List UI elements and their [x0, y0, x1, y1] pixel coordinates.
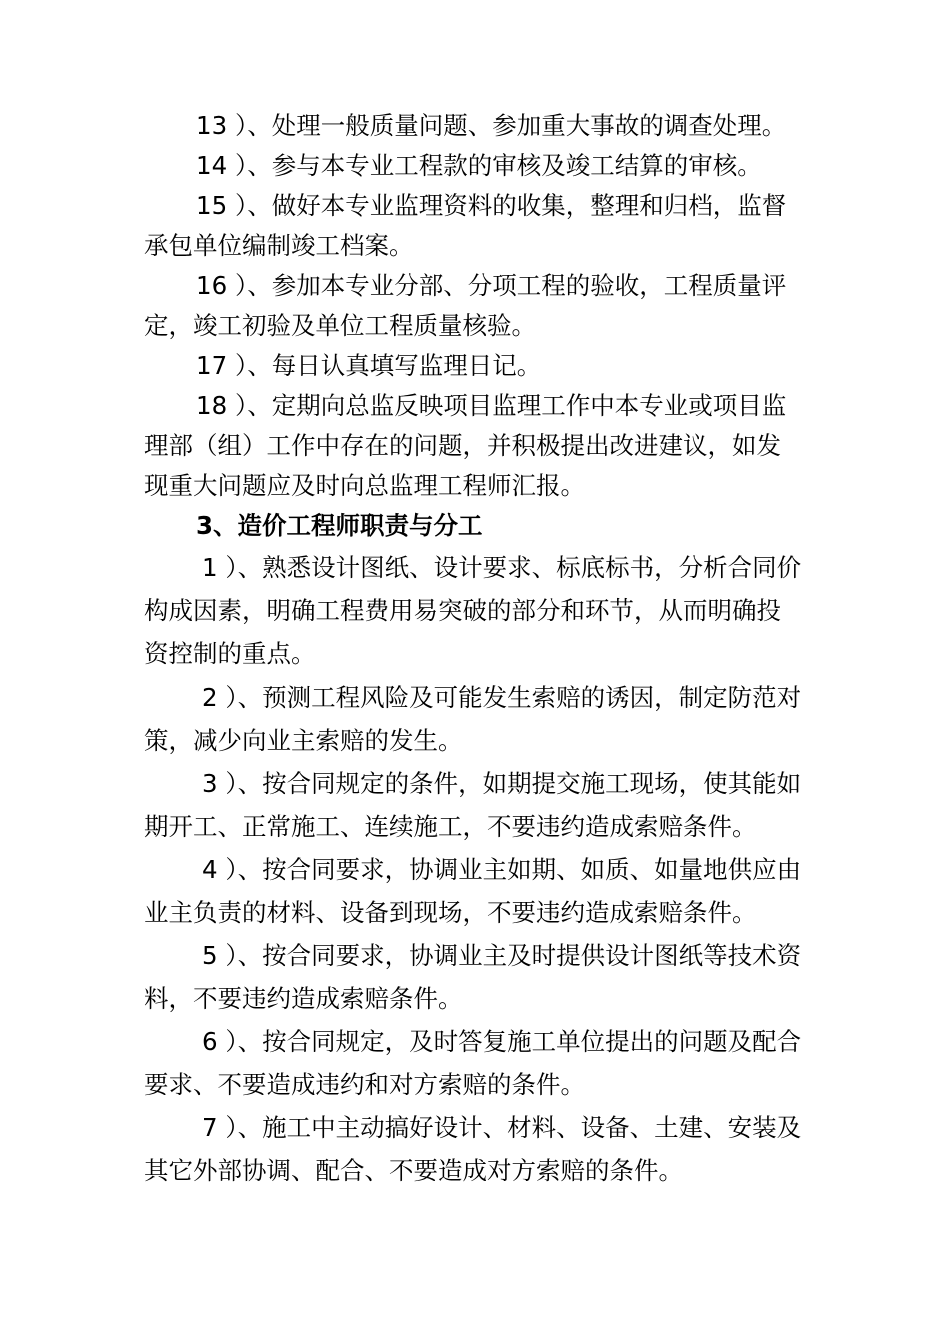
item-4 — [144, 848, 822, 934]
paragraph-line: 16 ）、参加本专业分部、分项工程的验收，工程质量评 — [196, 271, 787, 300]
paragraph-line: 4 ）、按合同要求，协调业主如期、如质、如量地供应由 — [202, 855, 802, 884]
paragraph-line: 理部（组）工作中存在的问题，并积极提出改进建议，如发 — [144, 431, 781, 460]
paragraph-line: 13 ）、处理一般质量问题、参加重大事故的调查处理。 — [196, 111, 787, 140]
paragraph-line: 6 ）、按合同规定，及时答复施工单位提出的问题及配合 — [202, 1027, 802, 1056]
paragraph-line: 17 ）、每日认真填写监理日记。 — [196, 351, 542, 380]
section-heading-text: 3、造价工程师职责与分工 — [196, 511, 483, 540]
paragraph-line: 18 ）、定期向总监反映项目监理工作中本专业或项目监 — [196, 391, 787, 420]
item-3 — [144, 762, 822, 848]
paragraph-line: 策，减少向业主索赔的发生。 — [144, 726, 463, 755]
item-17 — [144, 346, 822, 386]
item-5 — [144, 934, 822, 1020]
paragraph-line: 14 ）、参与本专业工程款的审核及竣工结算的审核。 — [196, 151, 762, 180]
paragraph-line: 3 ）、按合同规定的条件，如期提交施工现场，使其能如 — [202, 769, 802, 798]
paragraph-line: 15 ）、做好本专业监理资料的收集，整理和归档，监督 — [196, 191, 787, 220]
paragraph-line: 期开工、正常施工、连续施工，不要违约造成索赔条件。 — [144, 812, 757, 841]
paragraph-line: 其它外部协调、配合、不要造成对方索赔的条件。 — [144, 1156, 683, 1185]
item-13 — [144, 106, 822, 146]
paragraph-line: 定，竣工初验及单位工程质量核验。 — [144, 311, 536, 340]
item-18 — [144, 386, 822, 506]
item-15 — [144, 186, 822, 266]
paragraph-line: 7 ）、施工中主动搞好设计、材料、设备、土建、安装及 — [202, 1113, 802, 1142]
paragraph-line: 业主负责的材料、设备到现场，不要违约造成索赔条件。 — [144, 898, 757, 927]
item-7 — [144, 1106, 822, 1192]
paragraph-line: 1 ）、熟悉设计图纸、设计要求、标底标书，分析合同价 — [202, 553, 802, 582]
paragraph-line: 现重大问题应及时向总监理工程师汇报。 — [144, 471, 585, 500]
item-1 — [144, 546, 822, 675]
paragraph-line: 资控制的重点。 — [144, 639, 316, 668]
item-6 — [144, 1020, 822, 1106]
paragraph-line: 料，不要违约造成索赔条件。 — [144, 984, 463, 1013]
section-heading — [144, 506, 822, 546]
paragraph-line: 2 ）、预测工程风险及可能发生索赔的诱因，制定防范对 — [202, 683, 802, 712]
item-2 — [144, 676, 822, 762]
item-14 — [144, 146, 822, 186]
paragraph-line: 构成因素，明确工程费用易突破的部分和环节，从而明确投 — [144, 596, 781, 625]
paragraph-line: 承包单位编制竣工档案。 — [144, 231, 414, 260]
paragraph-line: 要求、不要造成违约和对方索赔的条件。 — [144, 1070, 585, 1099]
item-16 — [144, 266, 822, 346]
paragraph-line: 5 ）、按合同要求，协调业主及时提供设计图纸等技术资 — [202, 941, 802, 970]
